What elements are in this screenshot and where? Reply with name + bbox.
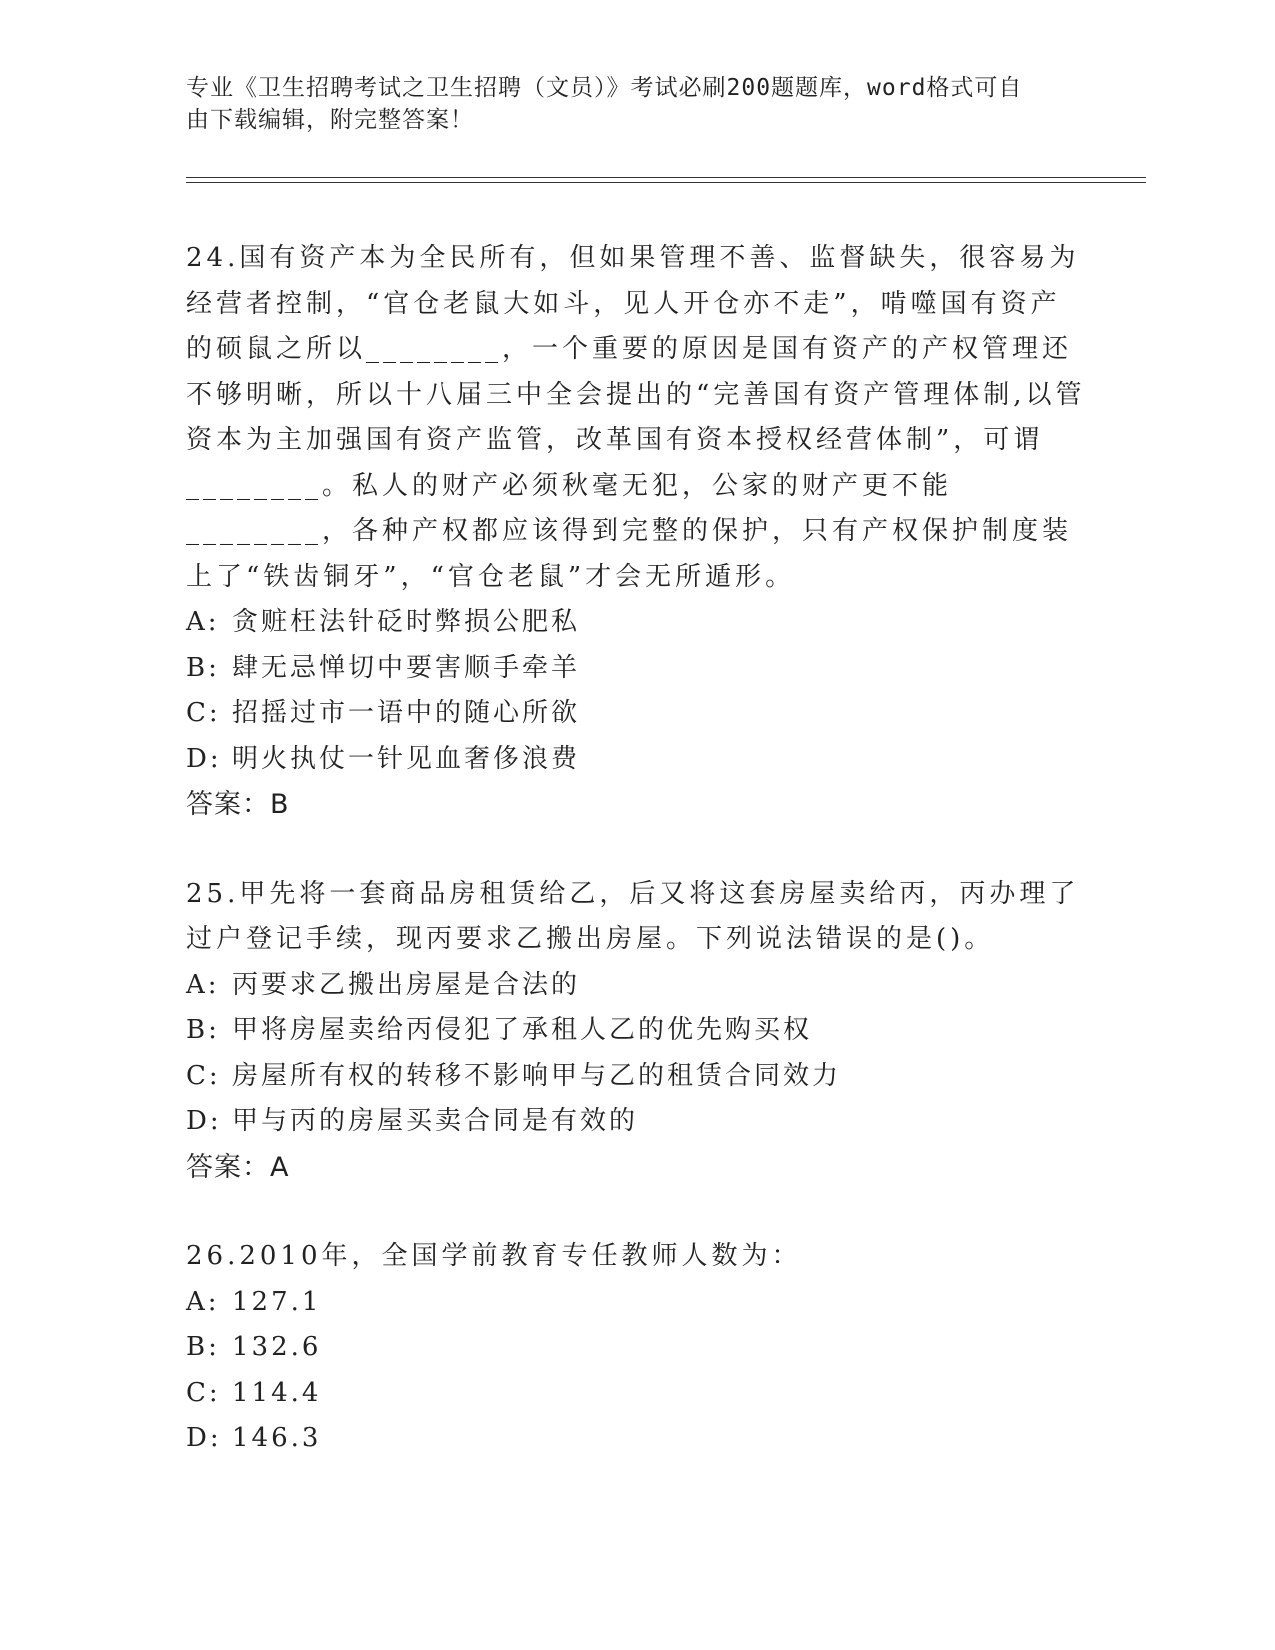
answer-line: 答案：A — [186, 1151, 290, 1183]
option-b — [186, 1325, 1086, 1371]
option-text: 肆无忌惮切中要害顺手牵羊 — [232, 652, 581, 683]
option-text: 甲与丙的房屋买卖合同是有效的 — [232, 1106, 639, 1136]
option-d — [186, 737, 1086, 783]
document-header — [186, 72, 1066, 136]
option-d — [186, 1416, 1086, 1462]
option-label: B: — [186, 1015, 220, 1045]
header-line-2: 由下载编辑，附完整答案！ — [186, 107, 474, 133]
option-label: B: — [186, 652, 220, 683]
option-text: 招摇过市一语中的随心所欲 — [232, 698, 581, 728]
question-list — [186, 236, 1086, 1506]
option-b — [186, 1008, 1086, 1054]
option-label: B: — [186, 1332, 220, 1362]
option-text: 146.3 — [232, 1423, 322, 1453]
option-c — [186, 1371, 1086, 1417]
answer-line: 答案：B — [186, 789, 290, 820]
question-stem: 25.甲先将一套商品房租赁给乙，后又将这套房屋卖给丙，丙办理了过户登记手续，现丙要求乙搬出房屋。下列说法错误的是()。 — [186, 878, 1080, 954]
option-a — [186, 963, 1086, 1009]
option-text: 甲将房屋卖给丙侵犯了承租人乙的优先购买权 — [232, 1015, 813, 1045]
option-text: 明火执仗一针见血奢侈浪费 — [232, 743, 581, 774]
option-a — [186, 600, 1086, 646]
question-stem: 26.2010年，全国学前教育专任教师人数为： — [186, 1241, 802, 1271]
option-a — [186, 1280, 1086, 1326]
option-label: A: — [186, 1286, 220, 1317]
option-label: A: — [186, 607, 220, 637]
option-d — [186, 1099, 1086, 1145]
question-stem: 24.国有资产本为全民所有，但如果管理不善、监督缺失，很容易为经营者控制，“官仓老鼠大如斗，见人开仓亦不走”，啃噬国有资产的硕鼠之所以________，一个重要的原因是国有资产的产权管理还不够明晰，所以十八届三中全会提出的“完善国有资产管理体制,以管资本为主加强国有资产监管，改革国有资本授权经营体制”，可谓________。私人的财产必须秋毫无犯，公家的财产更不能________，各种产权都应该得到完整的保护，只有产权保护制度装上了“铁齿铜牙”，“官仓老鼠”才会无所遁形。 — [186, 243, 1086, 592]
option-label: C: — [186, 698, 221, 728]
option-c — [186, 1054, 1086, 1100]
option-label: D: — [186, 743, 222, 774]
header-divider-bottom — [186, 182, 1146, 183]
option-text: 贪赃枉法针砭时弊损公肥私 — [232, 607, 581, 637]
question-25 — [186, 872, 1086, 1191]
option-label: C: — [186, 1060, 221, 1091]
option-label: D: — [186, 1106, 222, 1136]
header-line-1: 专业《卫生招聘考试之卫生招聘（文员）》考试必刷200题题库，word格式可自 — [186, 75, 1023, 101]
question-24 — [186, 236, 1086, 828]
option-label: C: — [186, 1377, 221, 1408]
header-divider-top — [186, 177, 1146, 178]
option-label: D: — [186, 1423, 222, 1453]
option-text: 房屋所有权的转移不影响甲与乙的租赁合同效力 — [232, 1060, 842, 1091]
option-text: 丙要求乙搬出房屋是合法的 — [232, 969, 581, 1000]
option-c — [186, 691, 1086, 737]
option-text: 127.1 — [232, 1286, 322, 1317]
option-label: A: — [186, 969, 220, 1000]
question-26 — [186, 1234, 1086, 1462]
option-text: 132.6 — [232, 1332, 322, 1362]
option-b — [186, 646, 1086, 692]
option-text: 114.4 — [232, 1377, 322, 1408]
